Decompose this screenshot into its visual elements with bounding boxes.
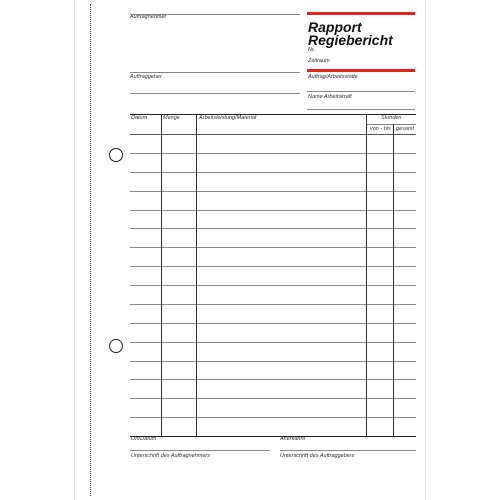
table-row[interactable] (130, 417, 416, 418)
name-arbeitskraft-field-line[interactable] (307, 109, 415, 110)
signature-line-nehmer[interactable] (130, 450, 270, 451)
table-row[interactable] (130, 191, 416, 192)
punch-hole-top (109, 148, 123, 162)
col-divider-von-bis (393, 124, 394, 436)
perforation-line (90, 4, 91, 496)
anerkannt-label: Anerkannt (280, 436, 306, 442)
col-header-stunden: Stunden (381, 115, 402, 121)
auftraggeber-label: Auftraggeber (130, 74, 162, 80)
table-row[interactable] (130, 172, 416, 173)
table-row[interactable] (130, 247, 416, 248)
signature-line-geber[interactable] (280, 450, 416, 451)
table-row[interactable] (130, 285, 416, 286)
auftragnehmer-label: Auftragnehmer (130, 14, 167, 20)
unterschrift-geber-label: Unterschrift des Auftraggebers (280, 453, 355, 459)
title-line2: Regiebericht (308, 32, 393, 48)
col-divider-arbeitsleistung (366, 114, 367, 436)
auftragnehmer-top-line (130, 14, 300, 15)
col-divider-datum (161, 114, 162, 436)
table-row[interactable] (130, 153, 416, 154)
form-sheet (74, 0, 426, 500)
auftraggeber-field-line[interactable] (130, 93, 300, 94)
col-header-datum: Datum (131, 115, 148, 121)
punch-hole-bottom (109, 339, 123, 353)
auftrag-field-line[interactable] (307, 91, 415, 92)
table-row[interactable] (130, 210, 416, 211)
title-red-bar-top (307, 12, 415, 15)
col-header-menge: Menge (163, 115, 180, 121)
table-row[interactable] (130, 398, 416, 399)
col-divider-menge (196, 114, 197, 436)
table-row[interactable] (130, 228, 416, 229)
table-row[interactable] (130, 304, 416, 305)
table-row[interactable] (130, 361, 416, 362)
table-row[interactable] (130, 342, 416, 343)
auftrag-label: Auftrag/Arbeitsstätte (308, 74, 358, 80)
table-bottom-border (130, 436, 416, 437)
unterschrift-nehmer-label: Unterschrift des Auftragnehmers (131, 453, 210, 459)
table-row[interactable] (130, 266, 416, 267)
ort-datum-label: Ort/Datum (131, 436, 157, 442)
nr-label: Nr. (308, 47, 316, 53)
auftragnehmer-field-line[interactable] (130, 72, 300, 73)
zeitraum-label: Zeitraum (308, 58, 330, 64)
table-row[interactable] (130, 379, 416, 380)
stunden-sub-divider (367, 124, 416, 125)
col-header-gesamt: gesamt (396, 126, 415, 132)
table-header-bottom (130, 134, 416, 135)
col-header-von-bis: von - bis (370, 126, 391, 132)
table-row[interactable] (130, 323, 416, 324)
title-red-bar-bottom (307, 69, 415, 72)
name-arbeitskraft-label: Name Arbeitskraft (308, 94, 352, 100)
col-header-arbeitsleistung: Arbeitsleistung/Material (199, 115, 257, 121)
title-line1: Rapport (308, 19, 362, 35)
